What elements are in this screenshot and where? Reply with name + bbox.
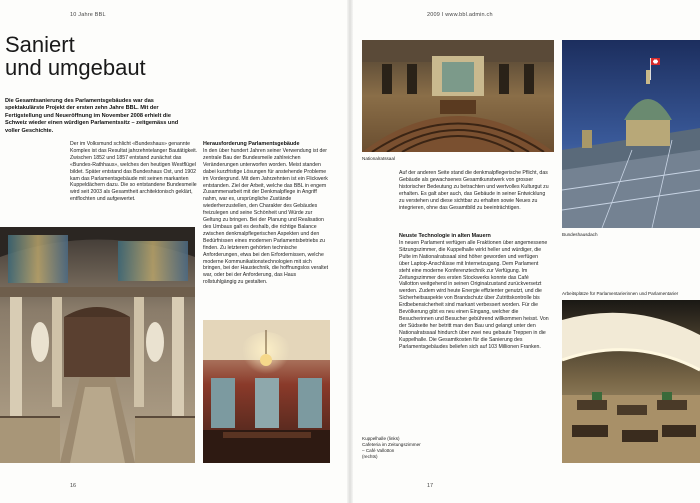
page-title — [5, 33, 205, 79]
left-page-header: 10 Jahre BBL — [70, 12, 106, 18]
right-column-section — [399, 233, 549, 351]
right-page — [350, 0, 700, 503]
right-section-text: In neuen Parlament verfügen alle Fraktionen über angemessene Sitzungszimmer, die Kuppelhalle wirkt heller und würdiger, die Pulte im Nationalratssaal sind höher geworden und verfügen über Laptop-Anschlüsse mit Internetzugang. Dem Parlament steht eine moderne Konferenztechnik zur Verfügung. Im Zeitungszimmer des ersten Stockwerks konnte das Café Vallotton weitgehend in seinen Originalzustand zurückversetzt werden. Zudem wird heute Energie effizienter genutzt, und die Sicherheitsaspekte von Brandschutz über Zutrittskontrolle bis Erdbebensicherheit sind markant verbessert worden. Für die Bevölkerung gibt es neu einen Eingang, welcher die Besucherinnen und Besucher gebührend willkommen heisst. Von der Südseite her betritt man den Bau und gelangt unter den Nationalratssaal hindurch über zwei neu gebaute Treppen in die Kuppelhalle. Die Gesamtkosten für die Sanierung des Parlamentsgebäudes beliefen sich auf 103 Millionen Franken. — [399, 240, 549, 350]
col2-heading: Herausforderung Parlamentsgebäude — [203, 141, 300, 147]
caption-kuppelhalle-cafe: Kuppelhalle (links) Cafeteria im Zeitungszimmer – Café Vallotton (rechts) — [362, 436, 421, 459]
title-line-2: und umgebaut — [5, 55, 146, 80]
right-page-number: 17 — [427, 483, 434, 489]
left-column-2 — [203, 141, 331, 286]
col2-text: In den über hundert Jahren seiner Verwendung ist der zentrale Bau der Bundesmeile zahlreichen Veränderungen unterworfen worden. Meist standen dabei kurzfristige Lösungen für anstehende Probleme im Vordergrund. Mit dem Jahrzehnten ist ein Flickwerk entstanden. Ziel der Arbeit, welche das BBL in engem Zusammenarbeit mit der Denkmalpflege in Angriff nahm, war es, ursprüngliche Zustände wiederherzustellen, den Charakter des Gebäudes freizulegen und seine Schönheit und Würde zur Geltung zu bringen. Bei der Planung und Realisation des Umbaus galt es deshalb, die richtige Balance zwischen denkmalpflegerischen Aspekten und den Bedürfnissen eines modernen Parlamentsbetriebs zu finden. Zu letzterem gehörten technische Anforderungen, etwa bei den Erfordernissen, welche moderne Kommunikationstechnologien mit sich bringen, bei der Haustechnik, die hoffnungslos veraltet war, oder bei der Anforderung, das Haus rollstuhlgängig zu gestalten. — [203, 148, 329, 286]
bundeshausdach-photo — [562, 40, 700, 228]
right-page-header: 2009 I www.bbl.admin.ch — [427, 12, 493, 18]
right-section-heading: Neuste Technologie in alten Mauern — [399, 233, 491, 239]
cafe-vallotton-photo — [203, 320, 330, 463]
arbeitsplaetze-photo — [562, 300, 700, 463]
left-column-text: Der im Volksmund schlicht «Bundeshaus» genannte Komplex ist das Resultat jahrzehntelanger Bautätigkeit. Zwischen 1852 und 1857 entstand zunächst das «Bundes-Rathhaus», welches den heutigen Westflügel bildet. Später entstand das Bundeshaus Ost, und 1902 kam das Parlamentsgebäude mit seinen markanten Kuppeldächern dazu. Die so entstandene Bundesmeile wird seit 2003 als Gesamtheit architektonisch geklärt, entflochten und aufgewertet. — [70, 141, 198, 203]
kuppelhalle-photo — [0, 227, 195, 463]
caption-nationalratssaal: Nationalratssaal — [362, 156, 395, 161]
caption-bundeshausdach: Bundeshausdach — [562, 232, 598, 237]
page-gutter — [347, 0, 353, 503]
left-page-number: 16 — [70, 483, 77, 489]
title-line-1: Saniert — [5, 32, 75, 57]
lead-paragraph: Die Gesamtsanierung des Parlamentsgebäudes war das spektakulärste Projekt der ersten zehn Jahre BBL. Mit der Fertigstellung und Neueröffnung im November 2008 erhielt die Schweiz wieder einen würdigen Parlamentssitz – zeitgemäss und voller Geschichte. — [5, 98, 179, 134]
nationalratssaal-photo — [362, 40, 554, 152]
right-column-text: Auf der anderen Seite stand die denkmalpflegerische Pflicht, das Gebäude als gewachsenes Gesamtkunstwerk von grosser historischer Bedeutung zu betrachten und wertvolles Kulturgut zu erhalten. Es galt aber auch, das Gebäude in seiner Entwicklung zu verstehen und diese sichtbar zu erhalten sowie Neues zu integrieren, ohne das Gesamtbild zu beeinträchtigen. — [399, 170, 549, 211]
caption-arbeitsplaetze: Arbeitsplätze für Parlamentarierinnen und Parlamentarier — [562, 291, 679, 296]
